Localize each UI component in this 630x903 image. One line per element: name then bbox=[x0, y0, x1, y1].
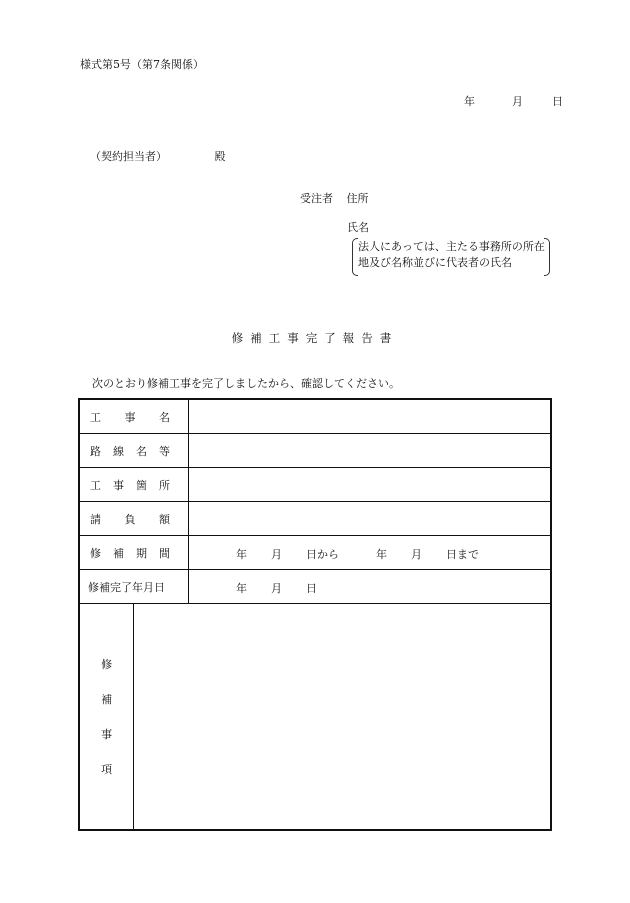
intro-text: 次のとおり修補工事を完了しましたから、確認してください。 bbox=[92, 377, 400, 390]
row-label-repair-period: 修 補 期 間 bbox=[79, 536, 189, 570]
table-row bbox=[79, 502, 551, 536]
corporate-note bbox=[352, 238, 550, 274]
addressee bbox=[90, 148, 226, 164]
repair-period-field[interactable]: 年 月 日から 年 月 日まで bbox=[189, 536, 552, 570]
row-label-location: 工 事 箇 所 bbox=[79, 468, 189, 502]
table-row bbox=[79, 570, 551, 604]
name-label: 氏名 bbox=[347, 221, 369, 234]
details-field[interactable] bbox=[134, 604, 551, 831]
contract-amount-field[interactable] bbox=[189, 502, 552, 536]
contractor-label: 受注者 bbox=[300, 192, 333, 205]
row-label-route-name: 路 線 名 等 bbox=[79, 434, 189, 468]
table-row bbox=[79, 434, 551, 468]
completion-date-field[interactable]: 年 月 日 bbox=[189, 570, 552, 604]
construction-name-field[interactable] bbox=[189, 399, 552, 434]
addressee-honorific: 殿 bbox=[214, 150, 226, 163]
date-day: 日 bbox=[552, 95, 563, 108]
date-line bbox=[464, 93, 563, 109]
row-label-construction-name: 工 事 名 bbox=[79, 399, 189, 434]
date-month: 月 bbox=[512, 95, 523, 108]
contractor bbox=[300, 190, 369, 206]
form-number: 様式第5号（第7条関係） bbox=[80, 58, 204, 71]
table-row bbox=[79, 468, 551, 502]
address-label: 住所 bbox=[346, 192, 369, 205]
row-label-contract-amount: 請 負 額 bbox=[79, 502, 189, 536]
route-name-field[interactable] bbox=[189, 434, 552, 468]
location-field[interactable] bbox=[189, 468, 552, 502]
row-label-completion-date: 修補完了年月日 bbox=[79, 570, 189, 604]
report-table bbox=[78, 398, 552, 831]
table-row bbox=[79, 399, 551, 434]
table-row bbox=[79, 536, 551, 570]
date-year: 年 bbox=[464, 95, 475, 108]
addressee-label: （契約担当者） bbox=[90, 150, 167, 163]
row-label-details: 修 補 事 項 bbox=[79, 604, 134, 831]
corporate-note-text: 法人にあっては、主たる事務所の所在地及び名称並びに代表者の氏名 bbox=[358, 240, 545, 269]
table-row bbox=[79, 604, 551, 831]
document-title: 修補工事完了報告書 bbox=[231, 331, 399, 345]
